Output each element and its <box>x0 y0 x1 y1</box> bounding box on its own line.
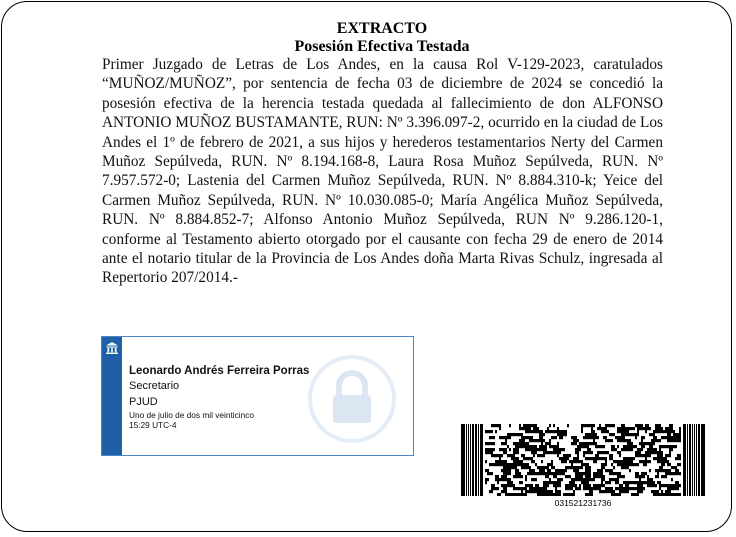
signature-time: 15:29 UTC-4 <box>129 420 177 430</box>
signer-role: Secretario <box>129 380 180 392</box>
barcode-number: 031521231736 <box>554 498 612 508</box>
signature-side-bar <box>102 337 122 455</box>
signer-name: Leonardo Andrés Ferreira Porras <box>129 365 310 377</box>
document-body: Primer Juzgado de Letras de Los Andes, en la causa Rol V-129-2023, caratulados “MUÑOZ/MUÑOZ”, por sentencia de fecha 03 de diciembre de 2024 se concedió la posesión efectiva de la herencia testada quedada al fallecimiento de don ALFONSO ANTONIO MUÑOZ BUSTAMANTE, RUN: Nº 3.396.097-2, ocurrido en la ciudad de Los Andes el 1º de febrero de 2021, a sus hijos y herederos testamentarios Nerty del Carmen Muñoz Sepúlveda, RUN. Nº 8.194.168-8, Laura Rosa Muñoz Sepúlveda, RUN. Nº 7.957.572-0; Lastenia del Carmen Muñoz Sepúlveda, RUN. Nº 8.884.310-k; Yeice del Carmen Muñoz Sepúlveda, RUN. Nº 10.030.085-0; María Angélica Muñoz Sepúlveda, RUN. Nº 8.884.852-7; Alfonso Antonio Muñoz Sepúlveda, RUN Nº 9.286.120-1, conforme al Testamento abierto otorgado por el causante con fecha 29 de enero de 2014 ante el notario titular de la Provincia de Los Andes doña Marta Rivas Schulz, ingresada al Repertorio 207/2014.- <box>102 56 663 287</box>
signer-organization: PJUD <box>129 396 158 408</box>
courthouse-icon <box>105 341 119 355</box>
digital-signature-box[interactable] <box>101 336 414 456</box>
signature-date: Uno de julio de dos mil veinticinco <box>129 410 254 420</box>
lock-icon <box>308 355 396 443</box>
pdf417-barcode <box>461 424 705 496</box>
document-title: EXTRACTO <box>336 20 428 37</box>
document-subtitle: Posesión Efectiva Testada <box>294 38 470 55</box>
